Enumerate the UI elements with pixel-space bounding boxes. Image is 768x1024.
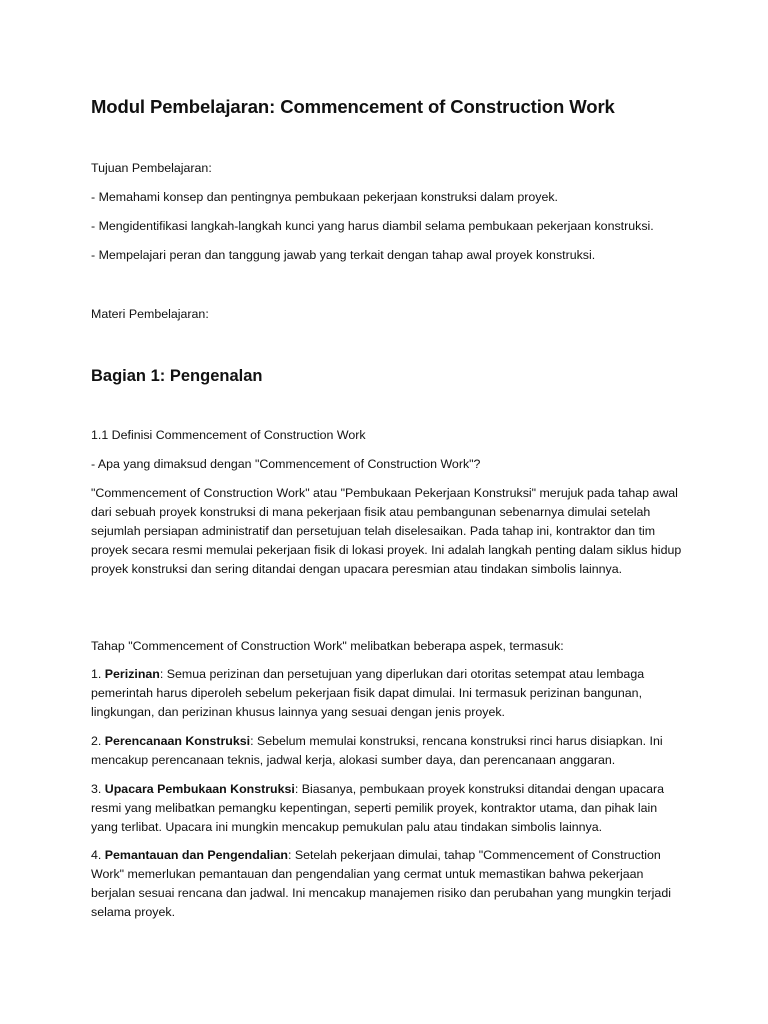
materi-heading: Materi Pembelajaran:: [91, 307, 209, 321]
aspect-text: : Biasanya, pembukaan proyek konstruksi ditandai dengan upacara resmi yang melibatkan pemangku kepentingan, seperti pemilik proyek, kontraktor utama, dan pihak lain yang terlibat. Upacara ini mungkin mencakup pemukulan palu atau tindakan simbolis lainnya.: [91, 782, 665, 834]
page-title: Modul Pembelajaran: Commencement of Construction Work: [91, 96, 615, 117]
aspect-text: : Setelah pekerjaan dimulai, tahap "Commencement of Construction Work" memerlukan pemantauan dan pengendalian yang cermat untuk memastikan bahwa pekerjaan berjalan sesuai rencana dan jadwal. Ini mencakup manajemen risiko dan perubahan yang mungkin terjadi selama proyek.: [91, 848, 671, 919]
tujuan-heading: Tujuan Pembelajaran:: [91, 161, 212, 175]
aspect-number: 2.: [91, 734, 105, 748]
aspect-item: [91, 780, 683, 837]
aspect-item: [91, 732, 683, 770]
aspect-term: Upacara Pembukaan Konstruksi: [104, 782, 295, 796]
aspects-intro: Tahap "Commencement of Construction Work" melibatkan beberapa aspek, termasuk:: [91, 639, 564, 653]
aspect-number: 1.: [91, 667, 105, 681]
aspect-number: 4.: [91, 848, 105, 862]
aspect-term: Pemantauan dan Pengendalian: [104, 848, 288, 862]
subsection-heading: 1.1 Definisi Commencement of Construction Work: [91, 428, 366, 442]
tujuan-item: - Mengidentifikasi langkah-langkah kunci yang harus diambil selama pembukaan pekerjaan konstruksi.: [91, 219, 654, 233]
aspect-term: Perizinan: [104, 667, 160, 681]
tujuan-item: - Memahami konsep dan pentingnya pembukaan pekerjaan konstruksi dalam proyek.: [91, 190, 558, 204]
question-text: - Apa yang dimaksud dengan "Commencement of Construction Work"?: [91, 457, 481, 471]
section-heading: Bagian 1: Pengenalan: [91, 367, 263, 385]
tujuan-item: - Mempelajari peran dan tanggung jawab yang terkait dengan tahap awal proyek konstruksi.: [91, 248, 596, 262]
aspect-item: [91, 665, 683, 722]
aspect-item: [91, 846, 683, 922]
definition-paragraph: "Commencement of Construction Work" atau "Pembukaan Pekerjaan Konstruksi" merujuk pada tahap awal dari sebuah proyek konstruksi di mana pekerjaan fisik atau pembangunan sebenarnya dimulai setelah sejumlah persiapan administratif dan persetujuan telah diselesaikan. Pada tahap ini, kontraktor dan tim proyek secara resmi memulai pekerjaan fisik di lokasi proyek. Ini adalah langkah penting dalam siklus hidup proyek konstruksi dan sering ditandai dengan upacara peresmian atau tindakan simbolis lainnya.: [91, 486, 682, 576]
aspect-text: : Semua perizinan dan persetujuan yang diperlukan dari otoritas setempat atau lembaga pemerintah harus diperoleh sebelum pekerjaan fisik dapat dimulai. Ini termasuk perizinan bangunan, lingkungan, dan perizinan khusus lainnya yang sesuai dengan jenis proyek.: [91, 667, 645, 719]
aspect-text: : Sebelum memulai konstruksi, rencana konstruksi rinci harus disiapkan. Ini mencakup perencanaan teknis, jadwal kerja, alokasi sumber daya, dan perencanaan anggaran.: [91, 734, 663, 767]
aspect-number: 3.: [91, 782, 105, 796]
aspect-term: Perencanaan Konstruksi: [104, 734, 251, 748]
